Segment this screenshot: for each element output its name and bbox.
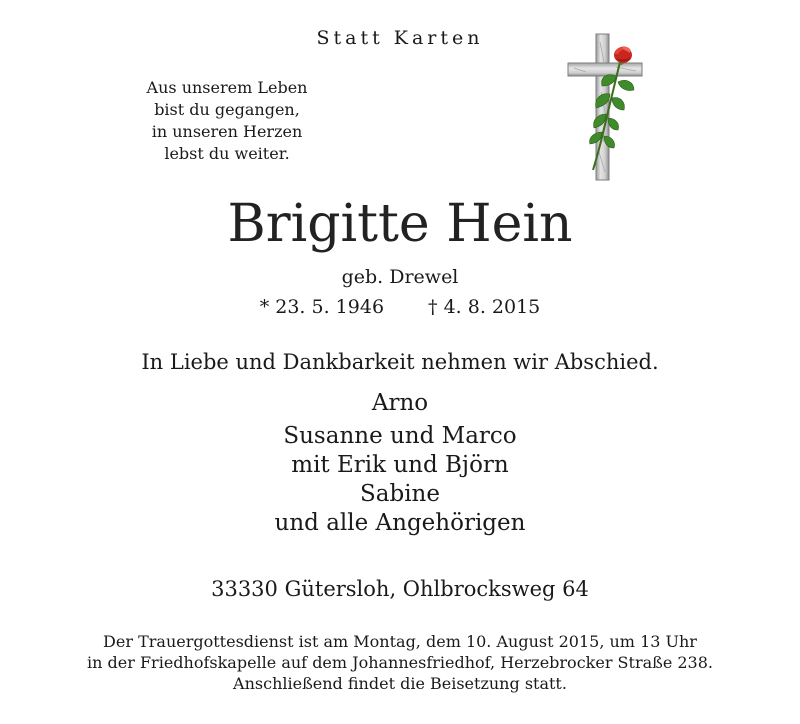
birth-date: * 23. 5. 1946 xyxy=(259,296,385,318)
deceased-name: Brigitte Hein xyxy=(227,194,573,254)
poem-line: lebst du weiter. xyxy=(164,144,290,163)
mourner: mit Erik und Björn xyxy=(291,452,509,478)
mourners-list xyxy=(0,389,800,538)
poem-line: Aus unserem Leben xyxy=(146,78,308,97)
service-line: Anschließend findet die Beisetzung statt. xyxy=(233,674,567,693)
poem xyxy=(122,77,332,165)
life-dates xyxy=(0,296,800,318)
mourner: Arno xyxy=(371,390,429,416)
mourner: Sabine xyxy=(360,481,440,507)
maiden-name: geb. Drewel xyxy=(341,266,459,288)
death-date: † 4. 8. 2015 xyxy=(428,296,541,318)
poem-line: in unseren Herzen xyxy=(151,122,303,141)
service-line: in der Friedhofskapelle auf dem Johannesfriedhof, Herzebrocker Straße 238. xyxy=(87,653,713,672)
header-statt-karten: Statt Karten xyxy=(316,27,484,49)
mourner: Susanne und Marco xyxy=(283,423,517,449)
poem-line: bist du gegangen, xyxy=(154,100,300,119)
service-info xyxy=(0,631,800,694)
farewell-text: In Liebe und Dankbarkeit nehmen wir Abschied. xyxy=(141,350,659,374)
address: 33330 Gütersloh, Ohlbrocksweg 64 xyxy=(211,577,589,601)
service-line: Der Trauergottesdienst ist am Montag, dem 10. August 2015, um 13 Uhr xyxy=(103,632,697,651)
cross-with-rose-icon xyxy=(556,32,656,182)
mourner: und alle Angehörigen xyxy=(274,510,526,536)
